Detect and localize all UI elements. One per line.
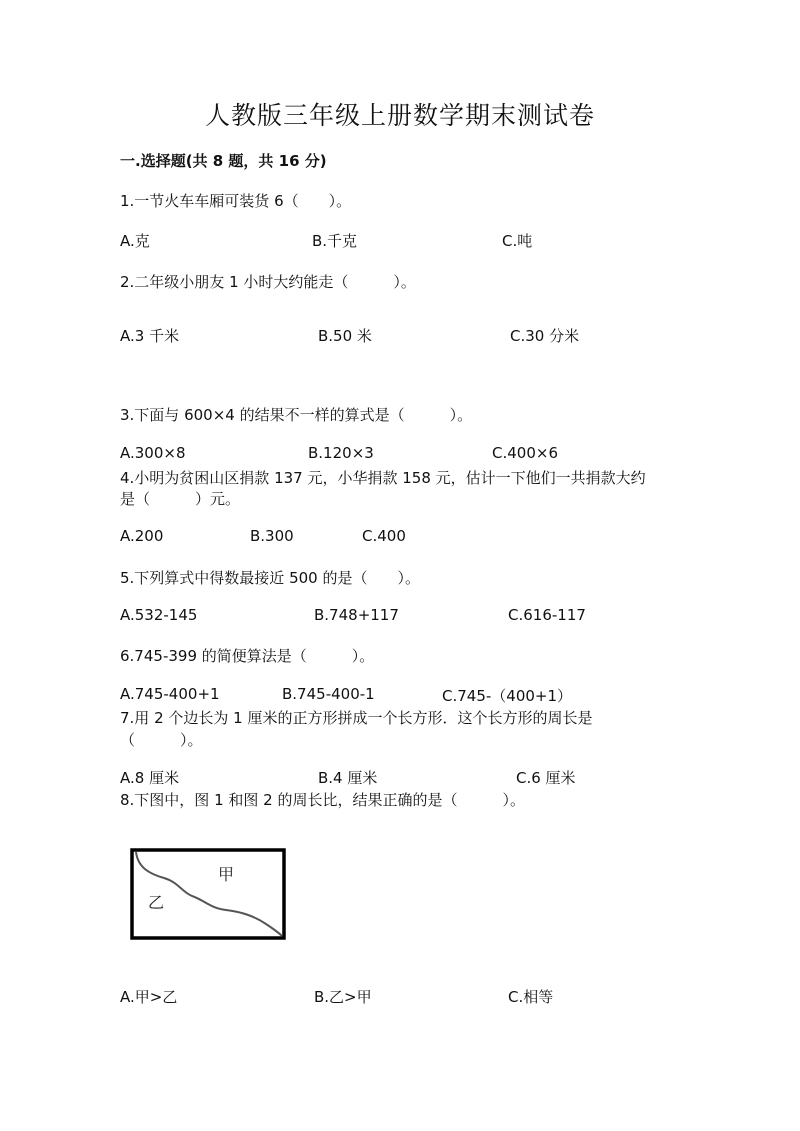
q3-option-a[interactable]: A.300×8 [120, 444, 186, 462]
rectangle-diagram [130, 848, 286, 940]
question-7-line-2: （ ）。 [120, 731, 203, 749]
q6-option-a[interactable]: A.745-400+1 [120, 685, 220, 703]
q1-option-a[interactable]: A.克 [120, 232, 150, 250]
q5-option-a[interactable]: A.532-145 [120, 606, 198, 624]
question-3: 3.下面与 600×4 的结果不一样的算式是（ ）。 [120, 406, 473, 424]
section-heading: 一.选择题(共 8 题，共 16 分) [120, 152, 327, 170]
q6-option-c[interactable]: C.745-（400+1） [442, 687, 573, 705]
question-1: 1.一节火车车厢可装货 6（ ）。 [120, 192, 352, 210]
q4-option-b[interactable]: B.300 [250, 527, 294, 545]
question-4-line-2: 是（ ）元。 [120, 490, 241, 508]
q5-option-b[interactable]: B.748+117 [314, 606, 399, 624]
question-5: 5.下列算式中得数最接近 500 的是（ ）。 [120, 569, 420, 587]
question-4-line-1: 4.小明为贫困山区捐款 137 元，小华捐款 158 元，估计一下他们一共捐款大约 [120, 469, 646, 487]
q8-option-c[interactable]: C.相等 [508, 988, 554, 1006]
q3-option-c[interactable]: C.400×6 [492, 444, 558, 462]
q2-option-b[interactable]: B.50 米 [318, 327, 372, 345]
q7-option-a[interactable]: A.8 厘米 [120, 769, 180, 787]
q4-option-c[interactable]: C.400 [362, 527, 406, 545]
q5-option-c[interactable]: C.616-117 [508, 606, 586, 624]
q7-option-c[interactable]: C.6 厘米 [516, 769, 576, 787]
label-yi: 乙 [148, 893, 165, 912]
label-jia: 甲 [218, 865, 235, 884]
q7-option-b[interactable]: B.4 厘米 [318, 769, 378, 787]
q2-option-a[interactable]: A.3 千米 [120, 327, 180, 345]
q4-option-a[interactable]: A.200 [120, 527, 164, 545]
q1-option-b[interactable]: B.千克 [312, 232, 358, 250]
q1-option-c[interactable]: C.吨 [502, 232, 533, 250]
page-title: 人教版三年级上册数学期末测试卷 [204, 101, 595, 130]
question-7-line-1: 7.用 2 个边长为 1 厘米的正方形拼成一个长方形．这个长方形的周长是 [120, 709, 593, 727]
q3-option-b[interactable]: B.120×3 [308, 444, 374, 462]
question-2: 2.二年级小朋友 1 小时大约能走（ ）。 [120, 273, 416, 291]
q6-option-b[interactable]: B.745-400-1 [282, 685, 375, 703]
question-8: 8.下图中，图 1 和图 2 的周长比，结果正确的是（ ）。 [120, 791, 525, 809]
question-6: 6.745-399 的简便算法是（ ）。 [120, 647, 375, 665]
q8-option-b[interactable]: B.乙>甲 [314, 988, 372, 1006]
q8-option-a[interactable]: A.甲>乙 [120, 988, 178, 1006]
q2-option-c[interactable]: C.30 分米 [510, 327, 580, 345]
perimeter-figure [130, 848, 286, 940]
